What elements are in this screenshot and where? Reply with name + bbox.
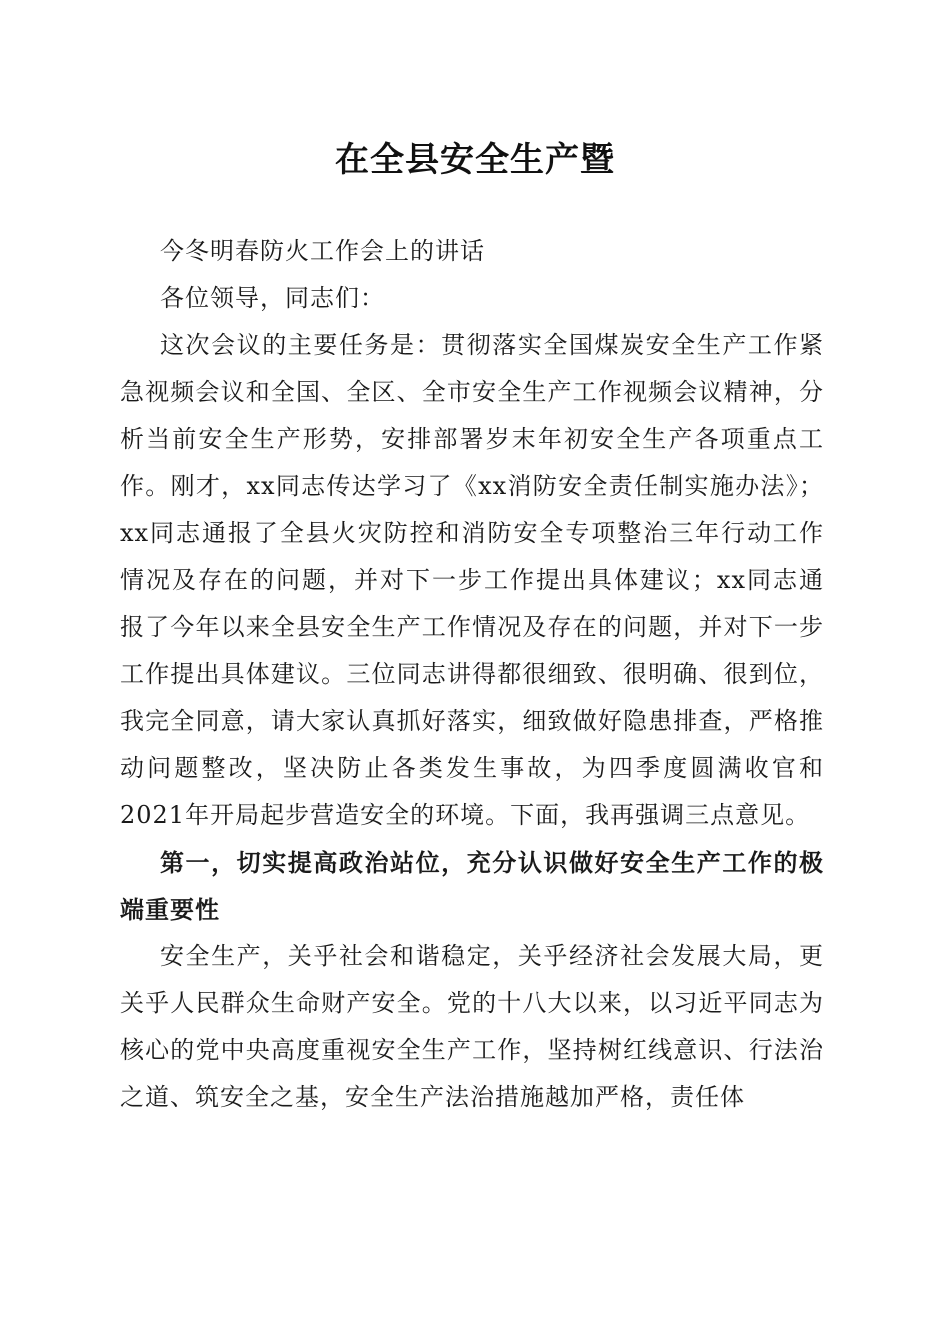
body-paragraph-intro: 这次会议的主要任务是：贯彻落实全国煤炭安全生产工作紧急视频会议和全国、全区、全市安全生产工作视频会议精神，分析当前安全生产形势，安排部署岁末年初安全生产各项重点工作。刚才，xx同志传达学习了《xx消防安全责任制实施办法》；xx同志通报了全县火灾防控和消防安全专项整治三年行动工作情况及存在的问题，并对下一步工作提出具体建议；xx同志通报了今年以来全县安全生产工作情况及存在的问题，并对下一步工作提出具体建议。三位同志讲得都很细致、很明确、很到位，我完全同意，请大家认真抓好落实，细致做好隐患排查，严格推动问题整改，坚决防止各类发生事故，为四季度圆满收官和2021年开局起步营造安全的环境。下面，我再强调三点意见。 (120, 331, 824, 829)
body-paragraph-safety: 安全生产，关乎社会和谐稳定，关乎经济社会发展大局，更关乎人民群众生命财产安全。党的十八大以来，以习近平同志为核心的党中央高度重视安全生产工作，坚持树红线意识、行法治之道、筑安全之基，安全生产法治措施越加严格，责任体 (120, 942, 824, 1111)
document-title: 在全县安全生产暨 (335, 140, 615, 180)
section-heading-first: 第一，切实提高政治站位，充分认识做好安全生产工作的极端重要性 (120, 848, 824, 924)
document-body (120, 228, 824, 1121)
subtitle-line: 今冬明春防火工作会上的讲话 (160, 237, 485, 265)
salutation: 各位领导，同志们： (160, 284, 385, 312)
